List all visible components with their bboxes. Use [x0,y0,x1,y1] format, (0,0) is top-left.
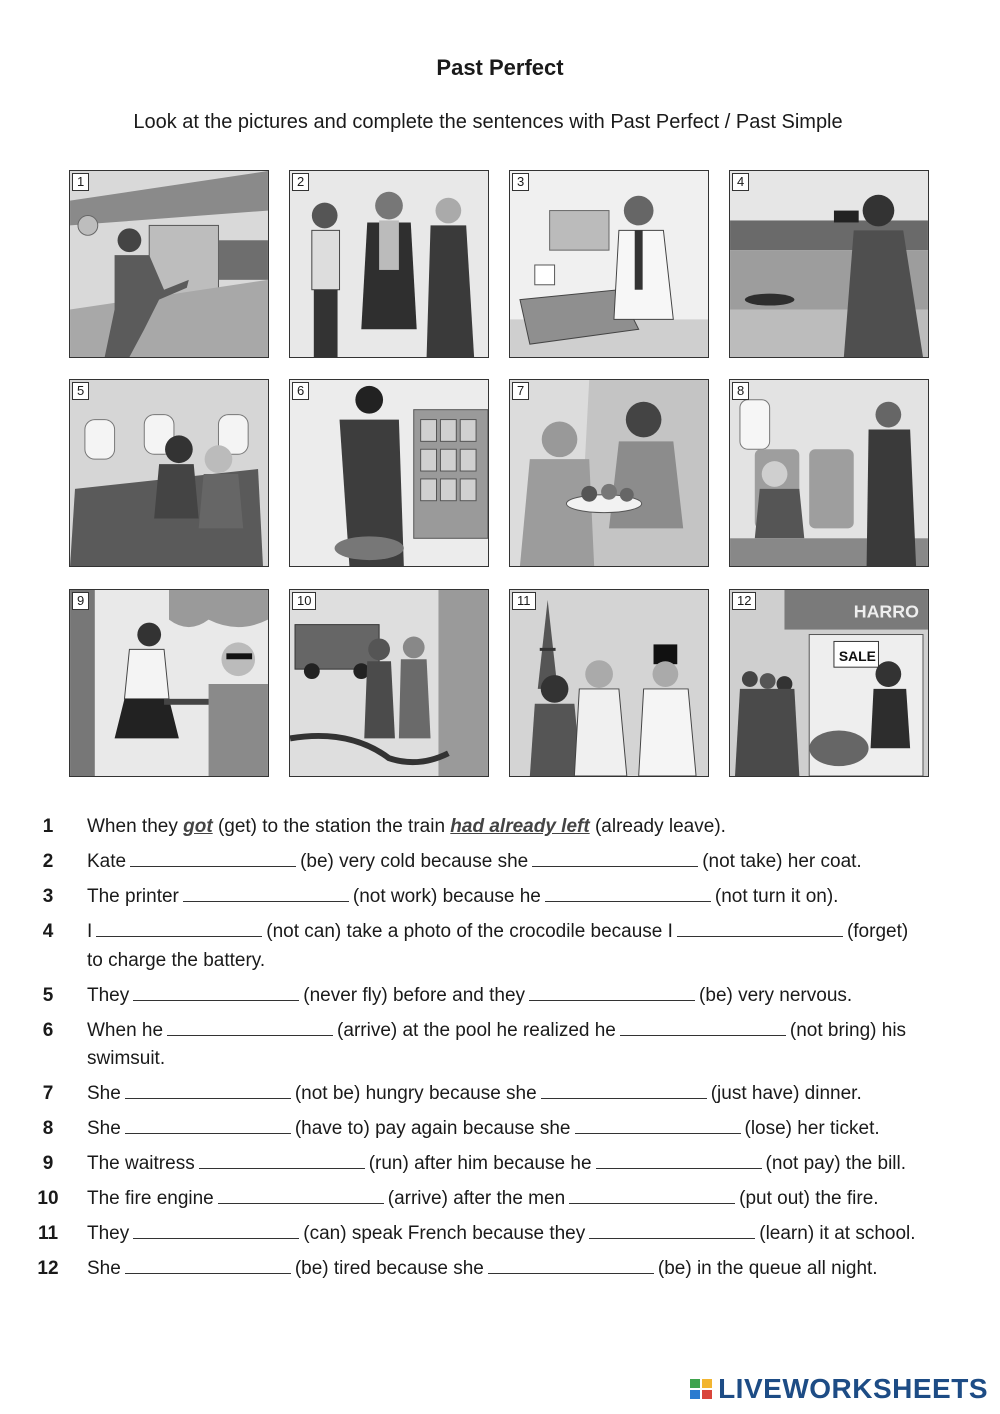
sentence-text [87,882,957,911]
sentence-part: She [87,1258,121,1279]
sentence-part: Kate [87,851,127,872]
answer-blank[interactable] [167,1017,333,1036]
printer-illustration [510,171,708,357]
sentence-part: She [87,1083,121,1104]
sentence-part: When they [87,816,178,837]
sentence-part: (arrive) after the men [387,1188,566,1209]
cold-people-illustration [290,171,488,357]
sentence-part: They [87,985,130,1006]
ticket-illustration [730,380,928,566]
sentence-part: She [87,1118,121,1139]
dinner-illustration [510,380,708,566]
sale-queue-illustration [730,590,928,776]
sentence-part: (just have) dinner. [710,1083,862,1104]
panel-number: 3 [512,173,529,191]
sentence-part: I [87,921,93,942]
sentence-part: (not be) hungry because she [294,1083,537,1104]
instructions: Look at the pictures and complete the sentences with Past Perfect / Past Simple [133,111,843,133]
picture-panel [729,170,929,358]
answer-blank[interactable] [677,918,843,937]
sentence-number: 11 [37,1223,59,1244]
sentence-part: (have to) pay again because she [294,1118,571,1139]
sentence-part: The fire engine [87,1188,214,1209]
paris-illustration [510,590,708,776]
panel-number: 8 [732,382,749,400]
shop-sign: HARRO [853,601,919,622]
sentence-number: 8 [42,1118,54,1139]
panel-number: 2 [292,173,309,191]
answer-blank[interactable] [133,982,299,1001]
sentence-part: (never fly) before and they [303,985,526,1006]
liveworksheets-logo [690,1374,988,1404]
answer-blank[interactable] [130,848,296,867]
waitress-illustration [70,590,268,776]
sentence-text [87,1254,957,1283]
picture-grid [69,170,931,780]
picture-panel [69,379,269,567]
sentence-text [87,1219,957,1248]
sentence-continuation: swimsuit. [87,1048,166,1069]
sentence-number: 10 [37,1188,59,1209]
sentence-text [87,1184,957,1213]
sentence-part: (be) in the queue all night. [657,1258,878,1279]
panel-number: 1 [72,173,89,191]
answer-blank[interactable] [199,1150,365,1169]
sentence-part: (can) speak French because they [303,1223,586,1244]
sentence-part: (not can) take a photo of the crocodile because I [266,921,673,942]
sentence-part: (forget) [846,921,909,942]
answer-blank[interactable] [596,1150,762,1169]
answer-blank[interactable] [488,1255,654,1274]
sentence-part: (not bring) his [789,1020,907,1041]
answer-blank[interactable] [183,883,349,902]
sentence-part: They [87,1223,130,1244]
picture-panel [509,379,709,567]
example-answer: got [183,816,213,837]
sentence-part: (not pay) the bill. [765,1153,907,1174]
sentence-text [87,1016,957,1045]
sentence-part: (not work) because he [352,886,541,907]
answer-blank[interactable] [575,1115,741,1134]
sentence-part: (get) to the station the train [217,816,446,837]
sentence-part: When he [87,1020,164,1041]
sentence-text [87,1149,957,1178]
answer-blank[interactable] [133,1220,299,1239]
answer-blank[interactable] [218,1185,384,1204]
panel-number: 6 [292,382,309,400]
logo-icon [690,1377,714,1401]
panel-number: 12 [732,592,756,610]
answer-blank[interactable] [125,1255,291,1274]
picture-panel [69,589,269,777]
picture-panel [69,170,269,358]
crocodile-illustration [730,171,928,357]
answer-blank[interactable] [620,1017,786,1036]
panel-number: 5 [72,382,89,400]
sentence-number: 6 [42,1020,54,1041]
sentence-part: (learn) it at school. [759,1223,916,1244]
example-answer: had already left [450,816,590,837]
picture-panel [289,589,489,777]
sentence-part: (put out) the fire. [739,1188,879,1209]
answer-blank[interactable] [545,883,711,902]
picture-panel [729,589,929,777]
pool-illustration [290,380,488,566]
sentence-part: (already leave). [594,816,726,837]
panel-number: 7 [512,382,529,400]
sentence-part: The printer [87,886,179,907]
panel-number: 10 [292,592,316,610]
sentence-number: 3 [42,886,54,907]
answer-blank[interactable] [96,918,262,937]
sentence-number: 12 [37,1258,59,1279]
answer-blank[interactable] [569,1185,735,1204]
sentence-text [87,812,957,841]
sentence-number: 9 [42,1153,54,1174]
picture-panel [289,379,489,567]
answer-blank[interactable] [125,1080,291,1099]
answer-blank[interactable] [125,1115,291,1134]
sentence-number: 2 [42,851,54,872]
logo-text: LIVEWORKSHEETS [718,1373,988,1404]
sentence-number: 4 [42,921,54,942]
picture-panel [729,379,929,567]
panel-number: 11 [512,592,536,610]
panel-number: 9 [72,592,89,610]
sentence-number: 7 [42,1083,54,1104]
plane-illustration [70,380,268,566]
picture-panel [509,589,709,777]
sentence-part: (arrive) at the pool he realized he [337,1020,616,1041]
fire-engine-illustration [290,590,488,776]
sentence-number: 5 [42,985,54,1006]
station-illustration [70,171,268,357]
worksheet-title: Past Perfect [436,55,564,80]
sentence-part: The waitress [87,1153,195,1174]
answer-blank[interactable] [589,1220,755,1239]
sentence-part: (lose) her ticket. [744,1118,880,1139]
sentence-text [87,981,957,1010]
sale-sign: SALE [838,648,876,665]
sentence-number: 1 [42,816,54,837]
sentence-text [87,917,957,946]
sentence-text [87,847,957,876]
sentence-part: (not take) her coat. [702,851,862,872]
answer-blank[interactable] [529,982,695,1001]
sentence-part: (run) after him because he [368,1153,592,1174]
answer-blank[interactable] [541,1080,707,1099]
sentence-text [87,1079,957,1108]
sentence-continuation: to charge the battery. [87,950,266,971]
sentence-part: (not turn it on). [714,886,839,907]
sentence-text [87,1114,957,1143]
picture-panel [509,170,709,358]
sentence-part: (be) very cold because she [300,851,529,872]
picture-panel [289,170,489,358]
panel-number: 4 [732,173,749,191]
sentence-part: (be) tired because she [294,1258,484,1279]
answer-blank[interactable] [532,848,698,867]
sentence-part: (be) very nervous. [699,985,853,1006]
